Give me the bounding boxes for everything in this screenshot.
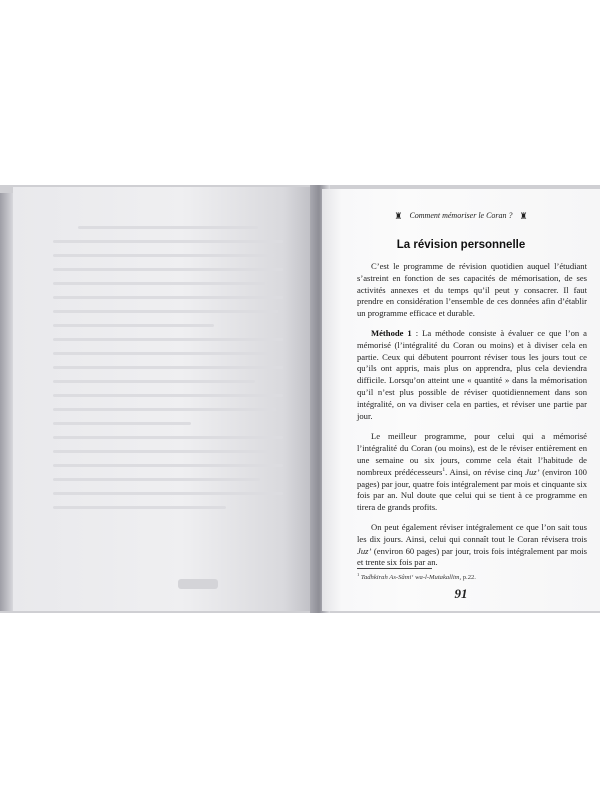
paragraph-text: (environ 100 pages) par jour, quatre fois intégralement par mois et cinquante six fois par an. Nul doute que celui qui se tient à ce programme en tirera de grands profits. bbox=[357, 466, 587, 513]
paragraph-ten-days bbox=[357, 522, 587, 569]
footnote bbox=[357, 572, 587, 581]
right-page bbox=[322, 189, 600, 611]
paragraph-method-1 bbox=[357, 328, 587, 422]
left-page-faded-text bbox=[53, 215, 283, 520]
paragraph-best-program bbox=[357, 431, 587, 514]
paragraph-text: (environ 60 pages) par jour, trois fois intégralement par mois et trente six fois par an. bbox=[357, 545, 587, 568]
paragraph-text: On peut également réviser intégralement ce que l’on sait tous les dix jours. Ainsi, celui qui connaît tout le Coran révisera trois bbox=[357, 521, 587, 544]
open-book bbox=[0, 185, 600, 613]
juz-term: Juz’ bbox=[357, 545, 372, 556]
running-head-text: Comment mémoriser le Coran ? bbox=[409, 211, 513, 220]
footnote-number: 1 bbox=[357, 572, 360, 577]
section-title: La révision personnelle bbox=[396, 239, 526, 251]
paragraph-intro: C’est le programme de révision quotidien auquel l’étudiant s’astreint en fonction de ses capacités de mémorisation, de ses activités annexes et du temps qu’il peut y consacrer. Il faut prendre en considération l’ensemble de ces données afin d’établir un programme efficace et durable. bbox=[357, 261, 587, 319]
left-page-edge-stack bbox=[0, 193, 13, 611]
juz-term: Juz’ bbox=[525, 466, 540, 477]
footnote-title: Tadhkirah As-Sâmi‘ wa-l-Mutakallim bbox=[360, 574, 460, 582]
page-number: 91 bbox=[454, 586, 468, 601]
paragraph-text: . Ainsi, on révise cinq bbox=[445, 466, 526, 477]
paragraph-text: Le meilleur programme, pour celui qui a mémorisé l’intégralité du Coran (ou moins), est de le réviser entièrement en une semaine ou six jours, comme cela était l’habitude de nombreux prédécesseurs bbox=[357, 431, 587, 477]
running-head bbox=[322, 211, 600, 222]
method-1-label: Méthode 1 bbox=[371, 327, 412, 338]
left-page-blurred bbox=[13, 187, 321, 611]
footnote-suffix: , p.22. bbox=[459, 574, 476, 582]
footnote-ref: 1 bbox=[442, 466, 446, 473]
rook-ornament-icon: ♜ bbox=[519, 211, 528, 221]
rook-ornament-icon: ♜ bbox=[394, 211, 403, 221]
footnote-rule bbox=[357, 568, 432, 569]
body-text bbox=[357, 261, 587, 577]
method-1-text: : La méthode consiste à évaluer ce que l’on a mémorisé (l’intégralité du Coran ou moins) et à diviser cela en partie. Ceux qui débutent pourront réviser tous les jours tout ce qu’ils ont appris, mais plus on apprendra, plus cela deviendra difficile. Lorsqu’on atteint une « quantité » dans la mémorisation qu’il n’est plus possible de réviser quotidiennement dans son intégralité, on va diviser cela en parties, et réviser une partie par jour. bbox=[357, 327, 587, 421]
left-page-number-faded bbox=[178, 579, 218, 589]
